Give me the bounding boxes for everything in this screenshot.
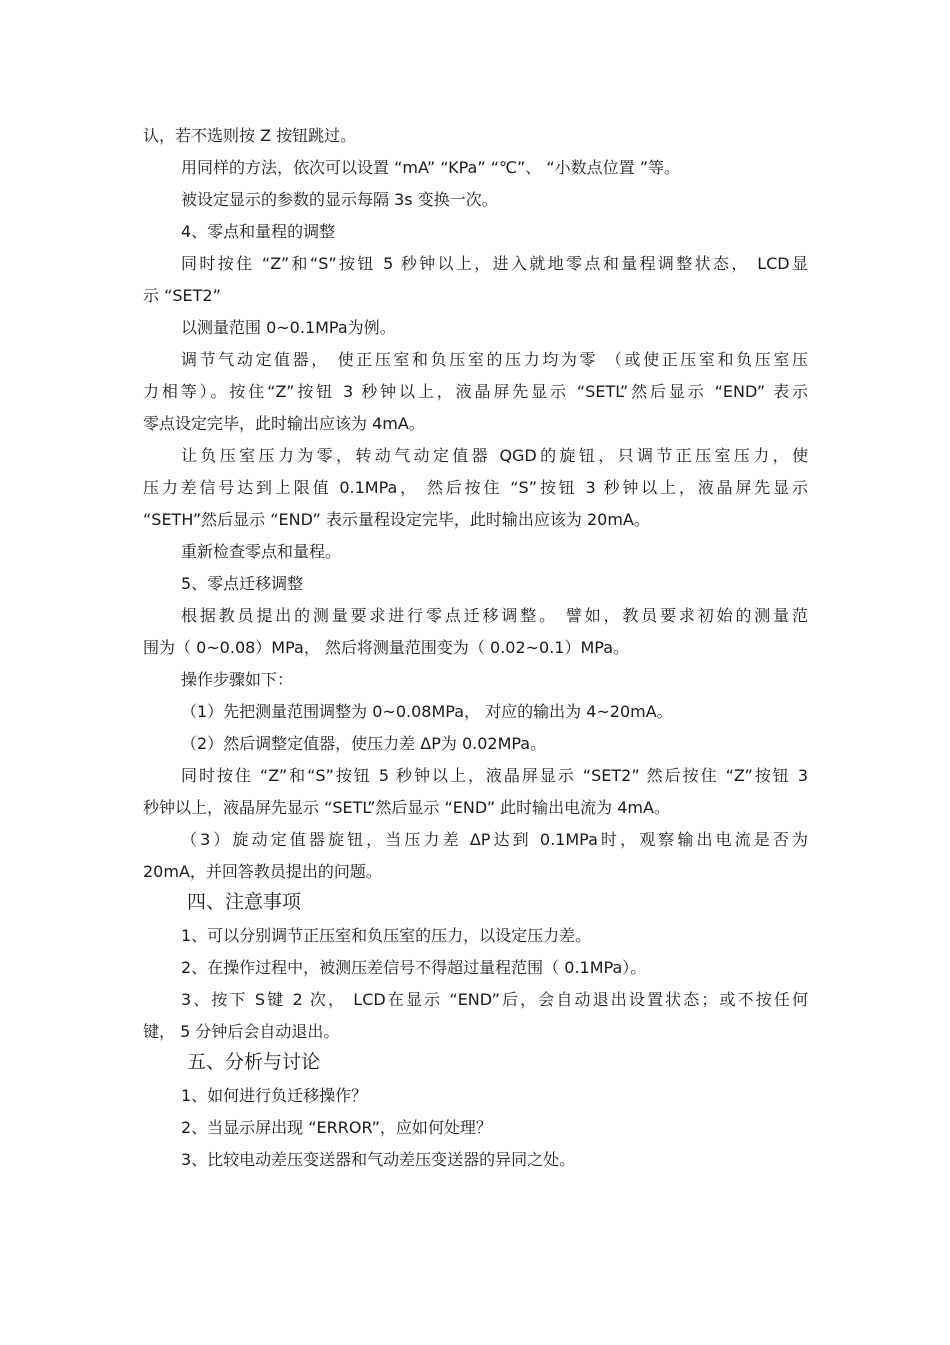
paragraph-line: 根据教员提出的测量要求进行零点迁移调整。 譬如，教员要求初始的测量范 xyxy=(181,606,808,625)
subsection-heading: 5、零点迁移调整 xyxy=(181,574,304,593)
list-item: 1、如何进行负迁移操作？ xyxy=(181,1086,368,1105)
paragraph-line: 零点设定完毕，此时输出应该为 4mA。 xyxy=(143,414,425,433)
paragraph-line: 重新检查零点和量程。 xyxy=(181,542,342,561)
paragraph-line: 力相等）。按住“Z”按钮 3 秒钟以上，液晶屏先显示 “SETL”然后显示 “END” 表示 xyxy=(143,382,808,401)
paragraph-line: 围为（ 0~0.08）MPa， 然后将测量范围变为（ 0.02~0.1）MPa。 xyxy=(143,638,630,657)
paragraph-line: 同时按住 “Z”和“S”按钮 5 秒钟以上，液晶屏显示 “SET2” 然后按住 “Z”按钮 3 xyxy=(181,766,808,785)
paragraph-line: 示 “SET2” xyxy=(143,286,221,305)
paragraph-line: 压力差信号达到上限值 0.1MPa， 然后按住 “S”按钮 3 秒钟以上，液晶屏先显示 xyxy=(143,478,808,497)
subsection-heading: 4、零点和量程的调整 xyxy=(181,222,336,241)
paragraph-line: （1）先把测量范围调整为 0~0.08MPa， 对应的输出为 4~20mA。 xyxy=(181,702,673,721)
paragraph-line: “SETH”然后显示 “END” 表示量程设定完毕，此时输出应该为 20mA。 xyxy=(143,510,650,529)
paragraph-line: （2）然后调整定值器，使压力差 ΔP为 0.02MPa。 xyxy=(181,734,547,753)
paragraph-line: 秒钟以上，液晶屏先显示 “SETL”然后显示 “END” 此时输出电流为 4mA。 xyxy=(143,798,670,817)
paragraph-line: 20mA，并回答教员提出的问题。 xyxy=(143,862,382,881)
paragraph-line: 调节气动定值器， 使正压室和负压室的压力均为零 （或使正压室和负压室压 xyxy=(181,350,808,369)
paragraph-line: 被设定显示的参数的显示每隔 3s 变换一次。 xyxy=(181,190,498,209)
paragraph-line: 同时按住 “Z”和“S”按钮 5 秒钟以上，进入就地零点和量程调整状态， LCD显 xyxy=(181,254,808,273)
paragraph-line: 用同样的方法，依次可以设置 “mA” “KPa” “℃”、 “小数点位置 ”等。 xyxy=(181,158,681,177)
paragraph-line: 以测量范围 0~0.1MPa为例。 xyxy=(181,318,396,337)
list-item: 3、比较电动差压变送器和气动差压变送器的异同之处。 xyxy=(181,1150,576,1169)
paragraph-line: 操作步骤如下： xyxy=(181,670,294,689)
list-item: 3、按下 S键 2 次， LCD在显示 “END”后，会自动退出设置状态；或不按任何 xyxy=(181,990,808,1009)
section-heading: 四、注意事项 xyxy=(187,891,302,913)
paragraph-line: 认，若不选则按 Z 按钮跳过。 xyxy=(143,126,357,145)
list-item: 键， 5 分钟后会自动退出。 xyxy=(143,1022,340,1041)
section-heading: 五、分析与讨论 xyxy=(187,1051,321,1073)
paragraph-line: 让负压室压力为零，转动气动定值器 QGD的旋钮，只调节正压室压力，使 xyxy=(181,446,808,465)
list-item: 2、当显示屏出现 “ERROR”，应如何处理？ xyxy=(181,1118,492,1137)
paragraph-line: （3）旋动定值器旋钮，当压力差 ΔP达到 0.1MPa时，观察输出电流是否为 xyxy=(181,830,808,849)
list-item: 1、可以分别调节正压室和负压室的压力，以设定压力差。 xyxy=(181,926,592,945)
list-item: 2、在操作过程中，被测压差信号不得超过量程范围（ 0.1MPa）。 xyxy=(181,958,647,977)
